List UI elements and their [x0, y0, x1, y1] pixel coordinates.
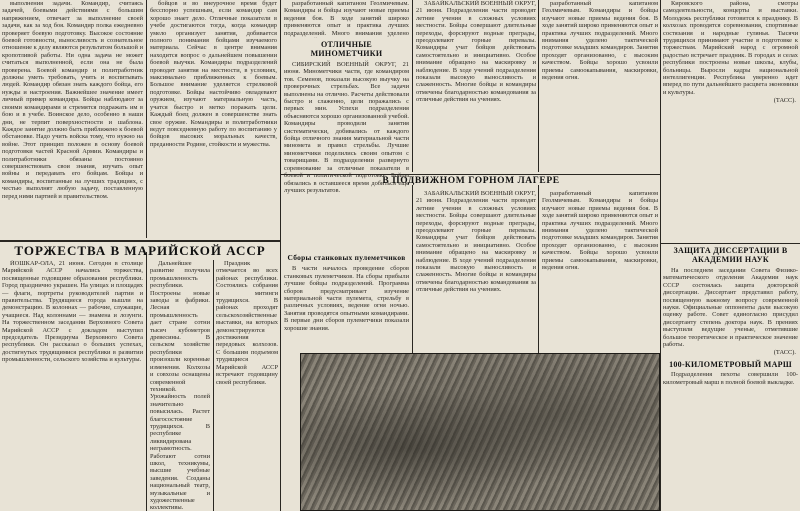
article-defense: [663, 246, 798, 511]
article-column: [150, 260, 210, 511]
column-rule: [412, 185, 413, 353]
article-text: ЗАБАЙКАЛЬСКИЙ ВОЕННЫЙ ОКРУГ, 21 июня. Подразделения части проводят летние учения в сложных условиях местности. Бойцы совершают длительные переходы, форсируют водные преграды, преодолевают горные перевалы. Командиры учат бойцов действовать самостоятельно и инициативно. Особое внимание обращено на маскировку и наблюдение. В ходе учений подразделения показали высокую выносливость и слаженность. Многие бойцы и командиры отмечены благодарностью командования за отличные действия на учениях.: [416, 0, 536, 104]
column-rule: [660, 0, 661, 511]
article-column: [542, 190, 658, 352]
article-text: ЙОШКАР-ОЛА, 21 июня. Сегодня в столице Марийской АССР начались торжества, посвященные годовщине образования республики. Город празднично украшен. На улицах и площадях — флаги, портреты руководителей партии и правительства. Трудящиеся города вышли на демонстрацию. В колоннах — рабочие, служащие, учащиеся. Над колоннами — знамена и лозунги. На торжественном заседании Верховного Совета Марийской АССР с докладом выступил председатель Президиума Верховного Совета республики. Он рассказал о больших успехах, достигнутых трудящимися республики в развитии промышленности, сельского хозяйства и культуры.: [2, 260, 143, 364]
article-column: [416, 190, 536, 352]
article-text: разработанный капитаном Геолмичевым. Командиры и бойцы изучают новые приемы ведения боя. В ходе занятий широко применяются опыт и практика лучших подразделений. Много внимания уделено: [284, 0, 409, 37]
headline-march: 100-КИЛОМЕТРОВЫЙ МАРШ: [669, 360, 792, 370]
section-rule: [0, 240, 280, 242]
article-column: [150, 0, 277, 238]
headline-sbory: Сборы станковых пулеметчиков: [287, 254, 406, 262]
headline-mari: ТОРЖЕСТВА В МАРИЙСКОЙ АССР: [14, 243, 266, 258]
article-column: [542, 0, 658, 172]
column-rule: [146, 0, 147, 238]
article-text: ЗАБАЙКАЛЬСКИЙ ВОЕННЫЙ ОКРУГ, 21 июня. Подразделения части проводят летние учения в сложных условиях местности. Бойцы совершают длительные переходы, форсируют водные преграды, преодолевают горные перевалы. Командиры учат бойцов действовать самостоятельно и инициативно. Особое внимание обращено на маскировку и наблюдение. В ходе учений подразделения показали высокую выносливость и слаженность. Многие бойцы и командиры отмечены благодарностью командования за отличные действия на учениях.: [416, 190, 536, 294]
headline-defense: ЗАЩИТА ДИССЕРТАЦИИ В АКАДЕМИИ НАУК: [673, 246, 788, 264]
article-column: [216, 260, 278, 511]
column-rule: [280, 0, 281, 511]
byline: (ТАСС).: [773, 349, 796, 357]
article-text: На последнем заседании Совета Физико-математического отделения Академии наук СССР состоялась защита докторской диссертации. Диссертант представил работу, посвященную важному вопросу современной науки. Официальные оппоненты дали высокую оценку работе. Совет единогласно присудил диссертанту степень доктора наук. В прениях выступили ведущие ученые, отметившие большое теоретическое и практическое значение работы.: [663, 267, 798, 349]
byline: (ТАСС).: [773, 97, 796, 105]
article-column: [663, 0, 798, 243]
column-rule: [538, 185, 539, 353]
article-column: [2, 260, 143, 511]
article-text: разработанный капитаном Геолмичевым. Командиры и бойцы изучают новые приемы ведения боя. В ходе занятий широко применяются опыт и практика лучших подразделений. Много внимания уделено тактической подготовке младших командиров. Занятия проходят организованно, с высоким качеством. Бойцы хорошо усвоили приемы самоокапывания, маскировки, ведения огня.: [542, 0, 658, 82]
article-text: Подразделения пехоты совершили 100-километровый марш в полной боевой выкладке.: [663, 371, 798, 386]
article-text: разработанный капитаном Геолмичевым. Командиры и бойцы изучают новые приемы ведения боя. В ходе занятий широко применяются опыт и практика лучших подразделений. Много внимания уделено тактической подготовке младших командиров. Занятия проходят организованно, с высоким качеством. Бойцы хорошо усвоили приемы самоокапывания, маскировки, ведения огня.: [542, 190, 658, 272]
article-text: В части началось проведение сборов станковых пулеметчиков. На сборы прибыли лучшие бойцы подразделений. Программа сборов предусматривает изучение материальной части пулемета, стрельбу в различных условиях, ведение огня ночью. Занятия проводятся опытными командирами. В первые дни сборов пулеметчики показали хорошие знания.: [284, 265, 409, 332]
article-mari: [2, 243, 278, 259]
article-text: Праздник отмечается во всех районах республики. Состоялись собрания и митинги трудящихся. В районах проходят сельскохозяйственные выставки, на которых демонстрируются достижения передовых колхозов. С большим подъемом трудящиеся Марийской АССР встречают годовщину своей республики.: [216, 260, 278, 386]
article-text: Кировского района, смотры самодеятельности, концерты и выставки. Молодежь республики готовится к празднику. В колхозах проводятся соревнования, спортивные состязания и народные гулянья. Тысячи трудящихся принимают участие в подготовке к торжествам. Марийский народ с огромной радостью встречает праздник. В городах и селах республики построены новые школы, клубы, больницы. Выросли кадры национальной интеллигенции. Республика уверенно идет вперед по пути дальнейшего расцвета экономики и культуры.: [663, 0, 798, 96]
article-text: Дальнейшее развитие получила промышленность республики. Построены новые заводы и фабрики. Лесная промышленность дает стране сотни тысяч кубометров древесины. В сельском хозяйстве республики произошли коренные изменения. Колхозы и совхозы оснащены современной техникой. Урожайность полей значительно повысилась. Растет благосостояние трудящихся. В республике ликвидирована неграмотность. Работают сотни школ, техникумы, высшие учебные заведения. Созданы национальный театр, музыкальные и художественные коллективы.: [150, 260, 210, 511]
column-rule: [146, 252, 147, 511]
column-rule: [213, 260, 214, 511]
article-camp: [284, 176, 658, 188]
headline-camp: В ПОДВИЖНОМ ГОРНОМ ЛАГЕРЕ: [382, 176, 560, 186]
article-column: [416, 0, 536, 172]
section-rule: [660, 243, 800, 244]
article-text: выполнения задачи. Командир, считаясь задачей, боевыми действиями с большим напряжением, отвечает за выполнение своей задачи, как за ход боя. Командир полка ежедневно проверяет боевую подготовку. Высокое состояние боевой готовности, выносливость и сознательное отношение к делу являются результатом большой и кропотливой работы. Ни одна задача не может считаться выполненной, если она не была проверена. Боевой командир и политработник должны уметь требовать, учить и воспитывать людей. Командир обязан знать каждого бойца, его нужды и настроения. Важнейшее значение имеет личный пример командира. Бойцы наблюдают за своими командирами и стремятся подражать им в бою и в учебе. Воинское дело, особенно в наши дни, не терпит поверхностности и шаблона. Каждое занятие должно быть приближено к боевой обстановке. Надо учить войска тому, что нужно на войне. Этот принцип положен в основу боевой подготовки частей Красной Армии. Командиры и политработники обязаны постоянно совершенствовать свои знания, изучать опыт войны и передавать его бойцам. Бойцы и командиры, воспитанные на лучших традициях, с честью выполнят любую задачу, поставленную перед ними партией и правительством.: [2, 0, 143, 200]
article-mortar: [284, 40, 409, 250]
article-text: СИБИРСКИЙ ВОЕННЫЙ ОКРУГ, 21 июня. Минометчики части, где командиром тов. Семенов, показали высокую выучку на проверочных стрельбах. Все задачи выполнены на отлично. Расчеты действовали быстро и слаженно, цели поражались с первых мин. Успехи подразделения объясняются хорошо организованной учебой. Командиры проводили занятия систематически, добивались от каждого бойца отличного знания материальной части миномета и правил стрельбы. Лучшие минометчики поделились своим опытом с товарищами. В подразделении развернуто соревнование за отличные показатели в боевой и политической подготовке. Бойцы обязались в оставшееся время добиться еще лучших результатов.: [284, 61, 409, 194]
column-rule: [412, 0, 413, 172]
article-column: [2, 0, 143, 238]
article-column: [284, 0, 409, 38]
article-text: бойцов и во внеурочное время будет бесспорно успешным, если командир сам хорошо знает дело. Отличные показатели в учебе достигаются тогда, когда командир умело организует занятия, добивается полного понимания бойцами изучаемого материала. Сейчас в центре внимания находится вопрос о дальнейшем повышении боевой выучки. Командиры подразделений проводят занятия на местности, в условиях, максимально приближенных к боевым. Большое внимание уделяется стрелковой подготовке. Бойцы настойчиво овладевают оружием, изучают материальную часть, учатся быстро и метко поражать цели. Каждый боец должен в совершенстве знать свое оружие. Командиры и политработники ведут повседневную работу по воспитанию у бойцов высоких моральных качеств, преданности Родине, стойкости и мужества.: [150, 0, 277, 148]
news-photo-border: [300, 353, 660, 511]
headline-mortar: ОТЛИЧНЫЕ МИНОМЕТЧИКИ: [310, 40, 383, 58]
article-sbory: [284, 254, 409, 352]
column-rule: [538, 0, 539, 172]
